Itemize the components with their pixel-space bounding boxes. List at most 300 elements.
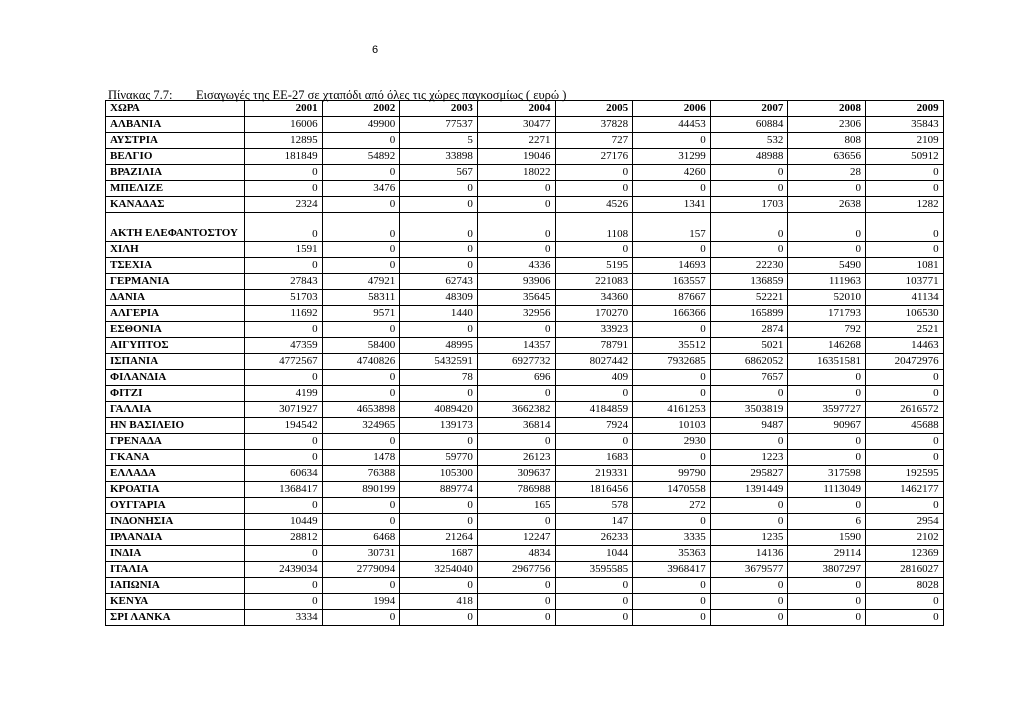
table-caption-text: Εισαγωγές της ΕΕ-27 σε χταπόδι από όλες τις χώρες παγκοσμίως ( ευρώ ) — [196, 88, 567, 102]
country-cell: ΙΣΠΑΝΙΑ — [106, 353, 245, 369]
value-cell: 0 — [477, 180, 555, 196]
value-cell: 6927732 — [477, 353, 555, 369]
value-cell: 14357 — [477, 337, 555, 353]
value-cell: 0 — [400, 497, 478, 513]
header-year: 2007 — [710, 101, 788, 117]
value-cell: 1478 — [322, 449, 400, 465]
header-year: 2009 — [866, 101, 944, 117]
value-cell: 4199 — [245, 385, 323, 401]
value-cell: 219331 — [555, 465, 633, 481]
value-cell: 0 — [866, 212, 944, 241]
value-cell: 2109 — [866, 132, 944, 148]
value-cell: 4653898 — [322, 401, 400, 417]
table-row — [106, 545, 944, 561]
value-cell: 12369 — [866, 545, 944, 561]
value-cell: 0 — [866, 385, 944, 401]
value-cell: 0 — [477, 513, 555, 529]
value-cell: 26233 — [555, 529, 633, 545]
value-cell: 0 — [322, 212, 400, 241]
value-cell: 0 — [400, 196, 478, 212]
value-cell: 0 — [400, 257, 478, 273]
value-cell: 0 — [633, 609, 711, 625]
value-cell: 3968417 — [633, 561, 711, 577]
table-row — [106, 481, 944, 497]
value-cell: 60884 — [710, 116, 788, 132]
value-cell: 2779094 — [322, 561, 400, 577]
value-cell: 1703 — [710, 196, 788, 212]
value-cell: 1044 — [555, 545, 633, 561]
table-row — [106, 577, 944, 593]
value-cell: 578 — [555, 497, 633, 513]
table-row — [106, 180, 944, 196]
value-cell: 60634 — [245, 465, 323, 481]
value-cell: 0 — [788, 497, 866, 513]
value-cell: 0 — [400, 577, 478, 593]
imports-table — [105, 100, 944, 626]
value-cell: 1391449 — [710, 481, 788, 497]
value-cell: 0 — [555, 433, 633, 449]
value-cell: 45688 — [866, 417, 944, 433]
country-cell: ΙΝΔΙΑ — [106, 545, 245, 561]
value-cell: 0 — [477, 609, 555, 625]
country-cell: ΑΙΓΥΠΤΟΣ — [106, 337, 245, 353]
country-cell: ΕΣΘΟΝΙΑ — [106, 321, 245, 337]
value-cell: 4834 — [477, 545, 555, 561]
value-cell: 0 — [788, 577, 866, 593]
value-cell: 567 — [400, 164, 478, 180]
value-cell: 181849 — [245, 148, 323, 164]
value-cell: 0 — [322, 433, 400, 449]
table-body — [106, 116, 944, 625]
country-cell: ΒΡΑΖΙΛΙΑ — [106, 164, 245, 180]
table-row — [106, 321, 944, 337]
value-cell: 6862052 — [710, 353, 788, 369]
value-cell: 0 — [866, 497, 944, 513]
value-cell: 309637 — [477, 465, 555, 481]
value-cell: 4089420 — [400, 401, 478, 417]
value-cell: 2638 — [788, 196, 866, 212]
value-cell: 0 — [245, 545, 323, 561]
value-cell: 0 — [555, 593, 633, 609]
value-cell: 0 — [633, 577, 711, 593]
table-row — [106, 417, 944, 433]
value-cell: 1081 — [866, 257, 944, 273]
value-cell: 3335 — [633, 529, 711, 545]
value-cell: 33923 — [555, 321, 633, 337]
value-cell: 0 — [788, 609, 866, 625]
value-cell: 194542 — [245, 417, 323, 433]
value-cell: 0 — [477, 433, 555, 449]
value-cell: 105300 — [400, 465, 478, 481]
value-cell: 93906 — [477, 273, 555, 289]
value-cell: 0 — [633, 180, 711, 196]
value-cell: 62743 — [400, 273, 478, 289]
value-cell: 0 — [322, 513, 400, 529]
value-cell: 32956 — [477, 305, 555, 321]
value-cell: 0 — [400, 321, 478, 337]
table-row — [106, 465, 944, 481]
value-cell: 0 — [710, 513, 788, 529]
value-cell: 19046 — [477, 148, 555, 164]
value-cell: 12247 — [477, 529, 555, 545]
value-cell: 0 — [477, 577, 555, 593]
value-cell: 36814 — [477, 417, 555, 433]
value-cell: 0 — [322, 369, 400, 385]
value-cell: 16006 — [245, 116, 323, 132]
value-cell: 0 — [477, 321, 555, 337]
value-cell: 532 — [710, 132, 788, 148]
value-cell: 0 — [400, 609, 478, 625]
value-cell: 50912 — [866, 148, 944, 164]
table-row — [106, 273, 944, 289]
value-cell: 4772567 — [245, 353, 323, 369]
value-cell: 0 — [788, 593, 866, 609]
value-cell: 2874 — [710, 321, 788, 337]
value-cell: 272 — [633, 497, 711, 513]
value-cell: 0 — [400, 433, 478, 449]
country-cell: ΤΣΕΧΙΑ — [106, 257, 245, 273]
table-row — [106, 385, 944, 401]
value-cell: 2306 — [788, 116, 866, 132]
table-row — [106, 433, 944, 449]
value-cell: 12895 — [245, 132, 323, 148]
header-year: 2001 — [245, 101, 323, 117]
value-cell: 136859 — [710, 273, 788, 289]
value-cell: 1440 — [400, 305, 478, 321]
value-cell: 0 — [400, 212, 478, 241]
value-cell: 295827 — [710, 465, 788, 481]
value-cell: 3071927 — [245, 401, 323, 417]
country-cell: ΓΡΕΝΑΔΑ — [106, 433, 245, 449]
value-cell: 1341 — [633, 196, 711, 212]
value-cell: 0 — [477, 593, 555, 609]
value-cell: 1113049 — [788, 481, 866, 497]
value-cell: 2816027 — [866, 561, 944, 577]
value-cell: 2439034 — [245, 561, 323, 577]
value-cell: 35843 — [866, 116, 944, 132]
value-cell: 0 — [866, 369, 944, 385]
header-year: 2003 — [400, 101, 478, 117]
value-cell: 76388 — [322, 465, 400, 481]
value-cell: 139173 — [400, 417, 478, 433]
table-row — [106, 401, 944, 417]
value-cell: 0 — [322, 609, 400, 625]
value-cell: 163557 — [633, 273, 711, 289]
value-cell: 77537 — [400, 116, 478, 132]
value-cell: 0 — [245, 433, 323, 449]
value-cell: 786988 — [477, 481, 555, 497]
value-cell: 0 — [477, 196, 555, 212]
value-cell: 0 — [788, 433, 866, 449]
value-cell: 0 — [710, 212, 788, 241]
value-cell: 192595 — [866, 465, 944, 481]
value-cell: 58400 — [322, 337, 400, 353]
value-cell: 2271 — [477, 132, 555, 148]
value-cell: 1462177 — [866, 481, 944, 497]
table-row — [106, 257, 944, 273]
value-cell: 0 — [633, 449, 711, 465]
country-cell: ΚΕΝΥΑ — [106, 593, 245, 609]
value-cell: 0 — [400, 513, 478, 529]
country-cell: ΒΕΛΓΙΟ — [106, 148, 245, 164]
table-row — [106, 529, 944, 545]
value-cell: 106530 — [866, 305, 944, 321]
value-cell: 16351581 — [788, 353, 866, 369]
table-row — [106, 561, 944, 577]
value-cell: 4260 — [633, 164, 711, 180]
value-cell: 35645 — [477, 289, 555, 305]
country-cell: ΙΤΑΛΙΑ — [106, 561, 245, 577]
value-cell: 47359 — [245, 337, 323, 353]
table-row — [106, 289, 944, 305]
value-cell: 0 — [245, 577, 323, 593]
value-cell: 0 — [245, 180, 323, 196]
value-cell: 5195 — [555, 257, 633, 273]
value-cell: 51703 — [245, 289, 323, 305]
value-cell: 0 — [710, 385, 788, 401]
value-cell: 47921 — [322, 273, 400, 289]
table-row — [106, 212, 944, 241]
value-cell: 0 — [245, 449, 323, 465]
value-cell: 0 — [788, 212, 866, 241]
value-cell: 2324 — [245, 196, 323, 212]
value-cell: 10449 — [245, 513, 323, 529]
value-cell: 21264 — [400, 529, 478, 545]
country-cell: ΙΑΠΩΝΙΑ — [106, 577, 245, 593]
value-cell: 166366 — [633, 305, 711, 321]
country-cell: ΦΙΤΖΙ — [106, 385, 245, 401]
country-cell: ΑΥΣΤΡΙΑ — [106, 132, 245, 148]
value-cell: 0 — [245, 369, 323, 385]
value-cell: 0 — [866, 609, 944, 625]
value-cell: 0 — [245, 212, 323, 241]
value-cell: 54892 — [322, 148, 400, 164]
table-row — [106, 196, 944, 212]
value-cell: 0 — [245, 321, 323, 337]
value-cell: 0 — [555, 180, 633, 196]
value-cell: 3597727 — [788, 401, 866, 417]
value-cell: 0 — [633, 132, 711, 148]
value-cell: 48995 — [400, 337, 478, 353]
value-cell: 0 — [866, 164, 944, 180]
table-row — [106, 449, 944, 465]
value-cell: 7924 — [555, 417, 633, 433]
value-cell: 8028 — [866, 577, 944, 593]
value-cell: 0 — [633, 593, 711, 609]
table-row — [106, 609, 944, 625]
value-cell: 317598 — [788, 465, 866, 481]
value-cell: 8027442 — [555, 353, 633, 369]
value-cell: 3476 — [322, 180, 400, 196]
value-cell: 2102 — [866, 529, 944, 545]
value-cell: 0 — [322, 196, 400, 212]
value-cell: 78 — [400, 369, 478, 385]
value-cell: 35363 — [633, 545, 711, 561]
value-cell: 0 — [866, 593, 944, 609]
country-cell: ΕΛΛΑΔΑ — [106, 465, 245, 481]
value-cell: 31299 — [633, 148, 711, 164]
value-cell: 171793 — [788, 305, 866, 321]
value-cell: 0 — [400, 385, 478, 401]
table-row — [106, 148, 944, 164]
value-cell: 3662382 — [477, 401, 555, 417]
country-cell: ΓΚΑΝΑ — [106, 449, 245, 465]
value-cell: 2521 — [866, 321, 944, 337]
value-cell: 727 — [555, 132, 633, 148]
table-row — [106, 369, 944, 385]
country-cell: ΓΑΛΛΙΑ — [106, 401, 245, 417]
value-cell: 26123 — [477, 449, 555, 465]
value-cell: 0 — [633, 513, 711, 529]
value-cell: 7932685 — [633, 353, 711, 369]
value-cell: 37828 — [555, 116, 633, 132]
value-cell: 0 — [710, 433, 788, 449]
table-row — [106, 337, 944, 353]
value-cell: 4336 — [477, 257, 555, 273]
value-cell: 0 — [555, 164, 633, 180]
value-cell: 147 — [555, 513, 633, 529]
country-cell: ΟΥΓΓΑΡΙΑ — [106, 497, 245, 513]
value-cell: 418 — [400, 593, 478, 609]
header-year: 2004 — [477, 101, 555, 117]
country-cell: ΙΝΔΟΝΗΣΙΑ — [106, 513, 245, 529]
value-cell: 2967756 — [477, 561, 555, 577]
value-cell: 1235 — [710, 529, 788, 545]
value-cell: 87667 — [633, 289, 711, 305]
value-cell: 41134 — [866, 289, 944, 305]
value-cell: 58311 — [322, 289, 400, 305]
value-cell: 808 — [788, 132, 866, 148]
value-cell: 3807297 — [788, 561, 866, 577]
value-cell: 0 — [555, 609, 633, 625]
value-cell: 0 — [710, 164, 788, 180]
value-cell: 3595585 — [555, 561, 633, 577]
value-cell: 9571 — [322, 305, 400, 321]
value-cell: 1470558 — [633, 481, 711, 497]
value-cell: 0 — [322, 497, 400, 513]
value-cell: 52221 — [710, 289, 788, 305]
header-country: ΧΩΡΑ — [106, 101, 245, 117]
value-cell: 0 — [245, 497, 323, 513]
value-cell: 0 — [322, 321, 400, 337]
value-cell: 14693 — [633, 257, 711, 273]
table-row — [106, 593, 944, 609]
value-cell: 0 — [866, 241, 944, 257]
value-cell: 889774 — [400, 481, 478, 497]
value-cell: 2954 — [866, 513, 944, 529]
value-cell: 165899 — [710, 305, 788, 321]
value-cell: 14136 — [710, 545, 788, 561]
value-cell: 1368417 — [245, 481, 323, 497]
table-row — [106, 241, 944, 257]
value-cell: 0 — [555, 577, 633, 593]
value-cell: 7657 — [710, 369, 788, 385]
value-cell: 18022 — [477, 164, 555, 180]
value-cell: 34360 — [555, 289, 633, 305]
value-cell: 0 — [788, 449, 866, 465]
value-cell: 0 — [477, 385, 555, 401]
value-cell: 1223 — [710, 449, 788, 465]
table-row — [106, 164, 944, 180]
value-cell: 111963 — [788, 273, 866, 289]
page-number: 6 — [372, 44, 379, 56]
country-cell: ΗΝ ΒΑΣΙΛΕΙΟ — [106, 417, 245, 433]
country-cell: ΚΡΟΑΤΙΑ — [106, 481, 245, 497]
country-cell: ΙΡΛΑΝΔΙΑ — [106, 529, 245, 545]
value-cell: 99790 — [633, 465, 711, 481]
value-cell: 146268 — [788, 337, 866, 353]
value-cell: 10103 — [633, 417, 711, 433]
value-cell: 5 — [400, 132, 478, 148]
table-caption-label: Πίνακας 7.7: — [108, 88, 173, 102]
value-cell: 0 — [322, 385, 400, 401]
value-cell: 1687 — [400, 545, 478, 561]
value-cell: 49900 — [322, 116, 400, 132]
value-cell: 6 — [788, 513, 866, 529]
value-cell: 63656 — [788, 148, 866, 164]
country-cell: ΑΛΓΕΡΙΑ — [106, 305, 245, 321]
value-cell: 0 — [322, 241, 400, 257]
header-year: 2006 — [633, 101, 711, 117]
value-cell: 0 — [400, 241, 478, 257]
value-cell: 22230 — [710, 257, 788, 273]
table-row — [106, 132, 944, 148]
value-cell: 0 — [633, 369, 711, 385]
value-cell: 4740826 — [322, 353, 400, 369]
value-cell: 165 — [477, 497, 555, 513]
value-cell: 5432591 — [400, 353, 478, 369]
value-cell: 35512 — [633, 337, 711, 353]
value-cell: 5021 — [710, 337, 788, 353]
header-year: 2002 — [322, 101, 400, 117]
value-cell: 90967 — [788, 417, 866, 433]
value-cell: 0 — [710, 497, 788, 513]
value-cell: 221083 — [555, 273, 633, 289]
value-cell: 0 — [710, 241, 788, 257]
value-cell: 48988 — [710, 148, 788, 164]
value-cell: 0 — [245, 257, 323, 273]
value-cell: 33898 — [400, 148, 478, 164]
value-cell: 3503819 — [710, 401, 788, 417]
value-cell: 5490 — [788, 257, 866, 273]
value-cell: 792 — [788, 321, 866, 337]
value-cell: 3254040 — [400, 561, 478, 577]
value-cell: 3679577 — [710, 561, 788, 577]
value-cell: 1590 — [788, 529, 866, 545]
value-cell: 4161253 — [633, 401, 711, 417]
value-cell: 52010 — [788, 289, 866, 305]
value-cell: 9487 — [710, 417, 788, 433]
value-cell: 170270 — [555, 305, 633, 321]
value-cell: 6468 — [322, 529, 400, 545]
value-cell: 27843 — [245, 273, 323, 289]
table-header-row — [106, 101, 944, 117]
country-cell: ΔΑΝΙΑ — [106, 289, 245, 305]
value-cell: 157 — [633, 212, 711, 241]
value-cell: 27176 — [555, 148, 633, 164]
value-cell: 59770 — [400, 449, 478, 465]
country-cell: ΓΕΡΜΑΝΙΑ — [106, 273, 245, 289]
value-cell: 1816456 — [555, 481, 633, 497]
header-year: 2005 — [555, 101, 633, 117]
value-cell: 0 — [555, 385, 633, 401]
country-cell: ΑΚΤΗ ΕΛΕΦΑΝΤΟΣΤΟΥ — [106, 212, 245, 241]
value-cell: 44453 — [633, 116, 711, 132]
value-cell: 409 — [555, 369, 633, 385]
value-cell: 0 — [633, 385, 711, 401]
country-cell: ΑΛΒΑΝΙΑ — [106, 116, 245, 132]
value-cell: 0 — [788, 180, 866, 196]
